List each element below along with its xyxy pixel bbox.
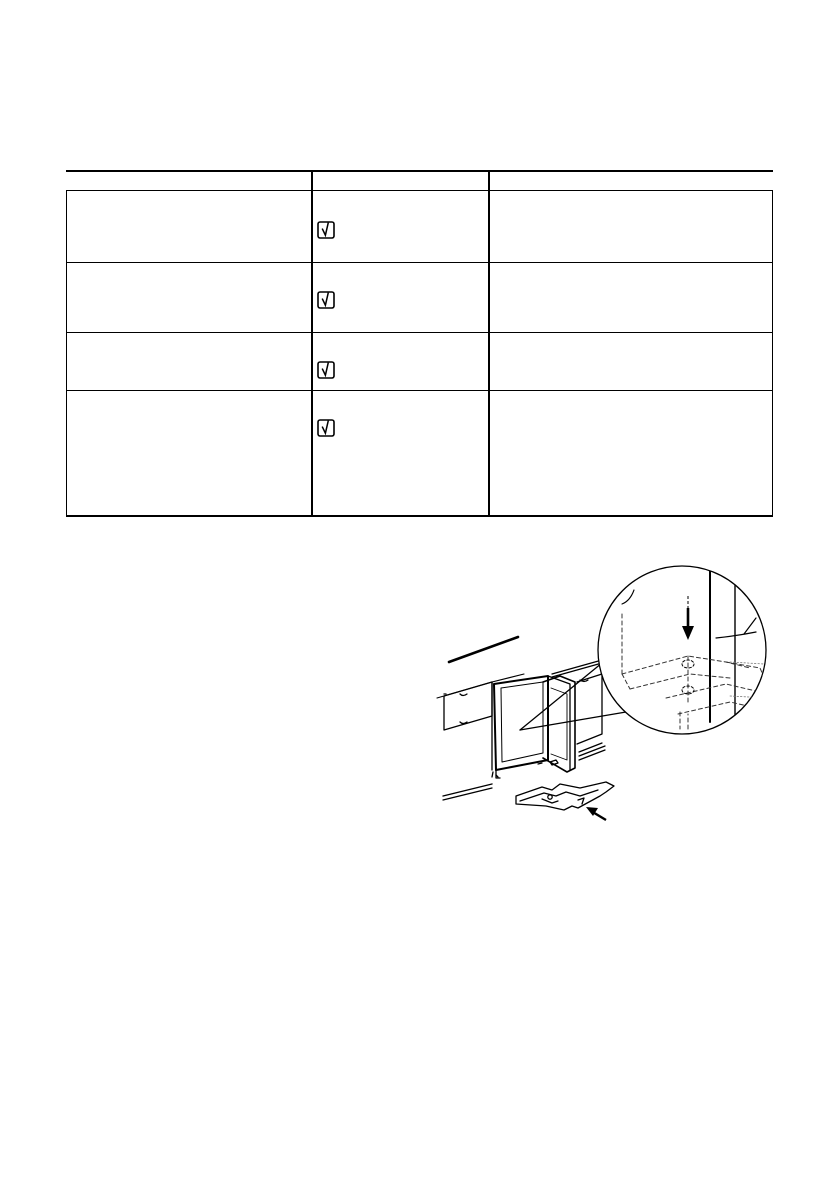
- column-rule: [311, 172, 313, 515]
- checklist-table: [66, 170, 773, 517]
- table-left-rule: [66, 190, 67, 515]
- checked-box-icon[interactable]: [317, 419, 335, 437]
- plinth-drain-installation-diagram: [430, 564, 770, 826]
- row-rule: [66, 262, 773, 263]
- table-right-rule: [772, 190, 773, 515]
- checked-box-icon[interactable]: [317, 291, 335, 309]
- column-header-note: [494, 173, 766, 189]
- checked-box-icon[interactable]: [317, 361, 335, 379]
- column-header-item: [72, 173, 306, 189]
- insert-arrow-icon: [586, 807, 606, 820]
- header-rule: [66, 190, 773, 191]
- checked-box-icon[interactable]: [317, 221, 335, 239]
- row-rule: [66, 332, 773, 333]
- row-rule: [66, 390, 773, 391]
- column-rule: [488, 172, 490, 515]
- column-header-check: [317, 173, 483, 189]
